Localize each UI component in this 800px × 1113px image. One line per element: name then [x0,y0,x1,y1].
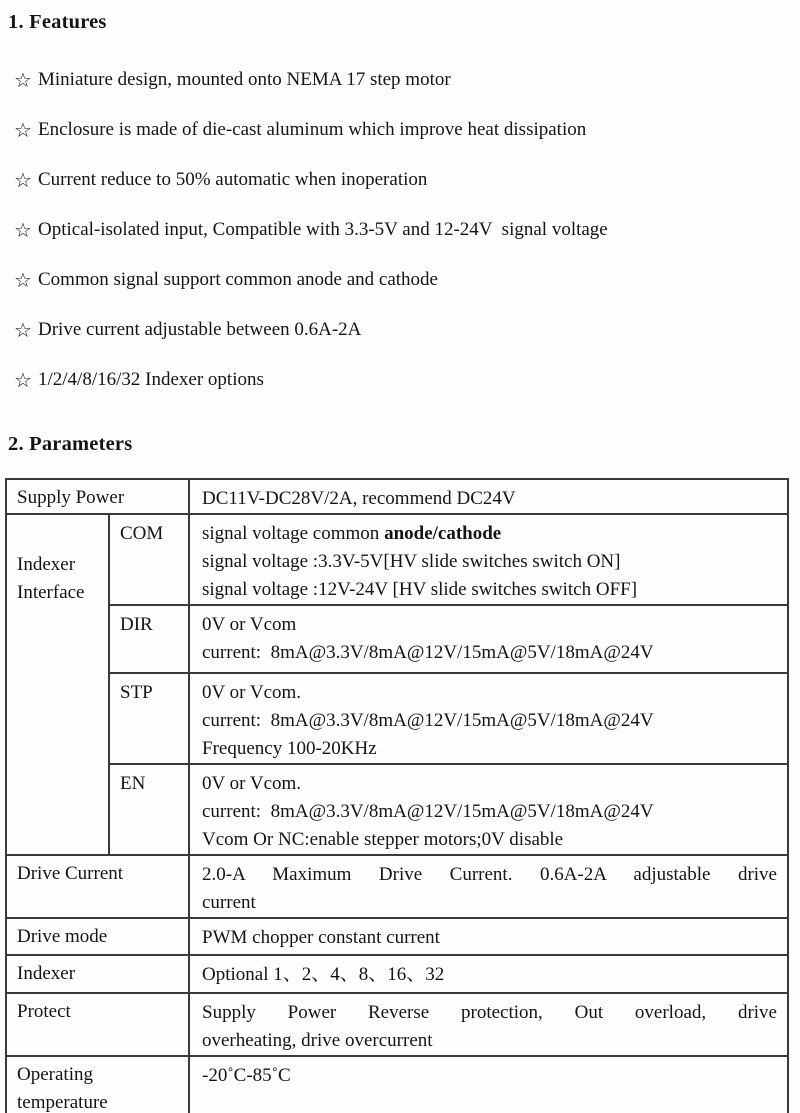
signal-name-en: EN [109,764,189,855]
feature-item [8,316,790,344]
cell-line-text: signal voltage common [202,523,385,544]
param-value-com [189,514,788,605]
param-label-indexer: Indexer [6,955,189,993]
cell-line: 0V or Vcom [202,614,297,635]
feature-text: Optical-isolated input, Compatible with 3.3-5V and 12-24V signal voltage [38,219,608,240]
parameters-heading: 2. Parameters [8,433,133,455]
cell-line: signal voltage :12V-24V [HV slide switches switch OFF] [202,579,638,600]
feature-text: Current reduce to 50% automatic when inoperation [38,169,428,190]
signal-name-com: COM [109,514,189,605]
star-bullet-icon: ☆ [14,168,32,192]
cell-line: overheating, drive overcurrent [202,1030,433,1051]
cell-line: 0V or Vcom. [202,682,302,703]
feature-item [8,66,790,94]
feature-item [8,266,790,294]
param-value-stp [189,673,788,764]
cell-line: Frequency 100-20KHz [202,738,377,759]
cell-line: Vcom Or NC:enable stepper motors;0V disable [202,829,564,850]
feature-item [8,216,790,244]
cell-line: 2.0-A Maximum Drive Current. 0.6A-2A adjustable drive [202,864,777,885]
table-row-operating-temperature [6,1056,788,1113]
feature-text: Miniature design, mounted onto NEMA 17 step motor [38,69,451,90]
cell-line: current: 8mA@3.3V/8mA@12V/15mA@5V/18mA@24V [202,801,654,822]
star-bullet-icon: ☆ [14,268,32,292]
feature-text: 1/2/4/8/16/32 Indexer options [38,369,264,390]
cell-line: signal voltage :3.3V-5V[HV slide switches switch ON] [202,551,621,572]
param-label-drive-current: Drive Current [6,855,189,918]
table-row-indexer [6,955,788,993]
table-row-supply-power [6,479,788,514]
param-value-en [189,764,788,855]
star-bullet-icon: ☆ [14,318,32,342]
param-label-protect: Protect [6,993,189,1056]
param-label-operating-temperature: Operating temperature [6,1056,189,1113]
star-bullet-icon: ☆ [14,68,32,92]
star-bullet-icon: ☆ [14,118,32,142]
cell-line: current [202,892,256,913]
feature-text: Common signal support common anode and cathode [38,269,438,290]
cell-line: current: 8mA@3.3V/8mA@12V/15mA@5V/18mA@24V [202,642,654,663]
table-row-en [6,764,788,855]
feature-text: Enclosure is made of die-cast aluminum which improve heat dissipation [38,119,587,140]
feature-item [8,166,790,194]
cell-line: 0V or Vcom. [202,773,302,794]
table-row-dir [6,605,788,673]
table-row-drive-mode [6,918,788,955]
table-row-protect [6,993,788,1056]
star-bullet-icon: ☆ [14,218,32,242]
cell-line-bold-text: anode/cathode [384,523,502,544]
param-label-drive-mode: Drive mode [6,918,189,955]
star-bullet-icon: ☆ [14,368,32,392]
features-heading: 1. Features [8,11,107,33]
signal-name-dir: DIR [109,605,189,673]
cell-line [202,520,777,548]
table-row-com [6,514,788,605]
signal-name-stp: STP [109,673,189,764]
table-row-drive-current [6,855,788,918]
feature-item [8,116,790,144]
cell-line: Supply Power Reverse protection, Out overload, drive [202,1002,777,1023]
feature-text: Drive current adjustable between 0.6A-2A [38,319,362,340]
param-value-drive-mode: PWM chopper constant current [189,918,788,955]
param-value-supply-power: DC11V-DC28V/2A, recommend DC24V [189,479,788,514]
param-value-indexer: Optional 1、2、4、8、16、32 [189,955,788,993]
features-list [8,66,790,394]
param-value-operating-temperature: -20˚C-85˚C [189,1056,788,1113]
param-label-indexer-interface: Indexer Interface [6,514,109,855]
feature-item [8,366,790,394]
table-row-stp [6,673,788,764]
param-value-dir [189,605,788,673]
parameters-table [5,478,789,1113]
param-value-drive-current [189,855,788,918]
cell-line: current: 8mA@3.3V/8mA@12V/15mA@5V/18mA@24V [202,710,654,731]
param-value-protect [189,993,788,1056]
param-label-supply-power: Supply Power [6,479,189,514]
